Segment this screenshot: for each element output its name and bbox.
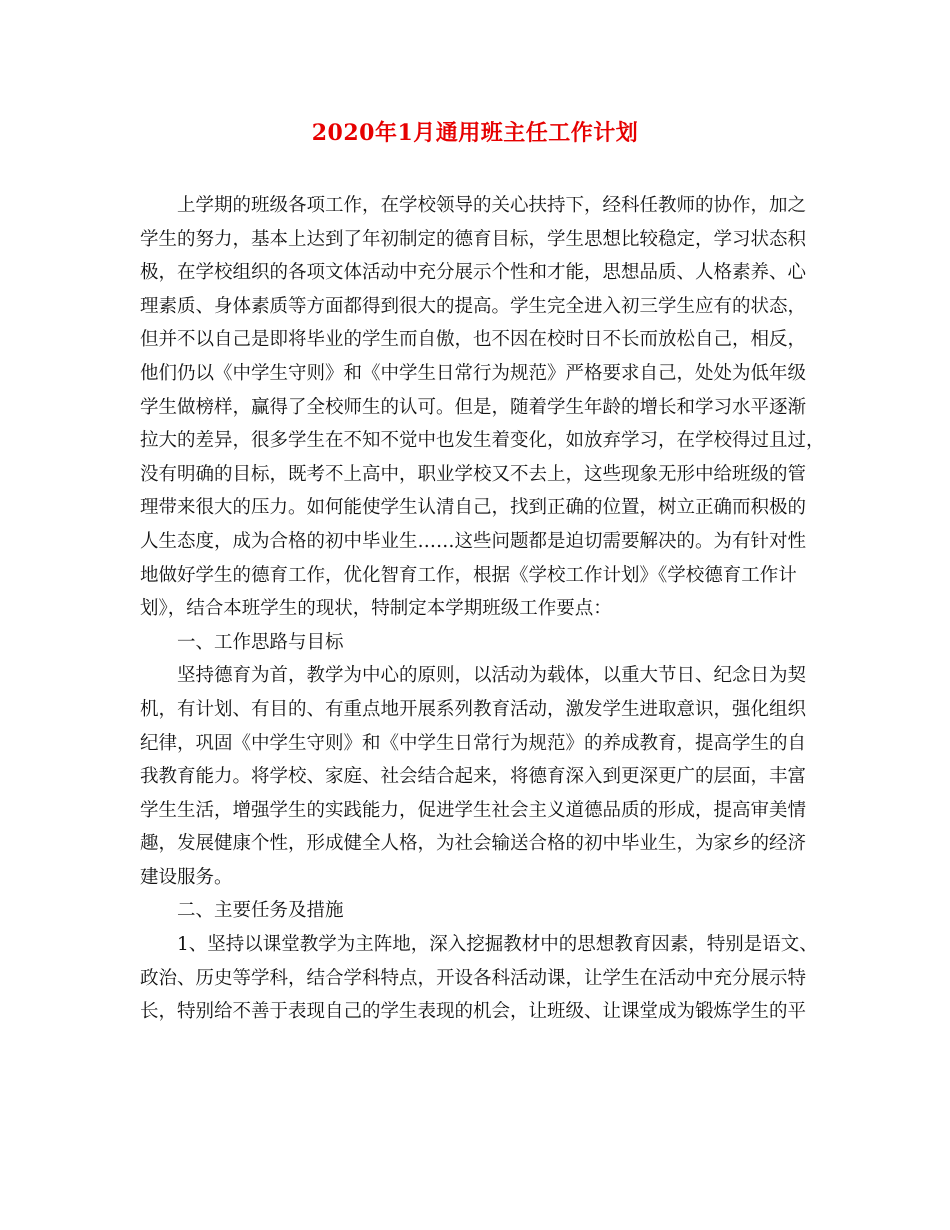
paragraph-line: 理素质、身体素质等方面都得到很大的提高。学生完全进入初三学生应有的状态， xyxy=(140,295,807,317)
paragraph-line: 长，特别给不善于表现自己的学生表现的机会，让班级、让课堂成为锻炼学生的平 xyxy=(140,1001,807,1023)
paragraph-line: 但并不以自己是即将毕业的学生而自傲，也不因在校时日不长而放松自己，相反， xyxy=(140,329,807,351)
document-title: 2020年1月通用班主任工作计划 xyxy=(311,120,639,146)
paragraph-line: 他们仍以《中学生守则》和《中学生日常行为规范》严格要求自己，处处为低年级 xyxy=(140,362,807,384)
paragraph-line: 学生的努力，基本上达到了年初制定的德育目标，学生思想比较稳定，学习状态积 xyxy=(140,228,807,250)
paragraph-line: 建设服务。 xyxy=(140,866,233,888)
paragraph-line: 上学期的班级各项工作，在学校领导的关心扶持下，经科任教师的协作，加之 xyxy=(140,195,807,216)
paragraph-line: 学生做榜样，赢得了全校师生的认可。但是，随着学生年龄的增长和学习水平逐渐 xyxy=(140,396,807,418)
paragraph-line: 拉大的差异，很多学生在不知不觉中也发生着变化，如放弃学习，在学校得过且过， xyxy=(140,430,825,452)
document-body xyxy=(140,189,825,1029)
paragraph-line: 政治、历史等学科，结合学科特点，开设各科活动课，让学生在活动中充分展示特 xyxy=(140,967,807,989)
section-heading: 二、主要任务及措施 xyxy=(140,900,344,922)
paragraph-line: 没有明确的目标，既考不上高中，职业学校又不去上，这些现象无形中给班级的管 xyxy=(140,463,807,485)
paragraph-line: 趣，发展健康个性，形成健全人格，为社会输送合格的初中毕业生，为家乡的经济 xyxy=(140,833,807,855)
paragraph-line: 理带来很大的压力。如何能使学生认清自己，找到正确的位置，树立正确而积极的 xyxy=(140,497,807,519)
paragraph-line: 纪律，巩固《中学生守则》和《中学生日常行为规范》的养成教育，提高学生的自 xyxy=(140,732,807,754)
paragraph-line: 划》，结合本班学生的现状，特制定本学期班级工作要点： xyxy=(140,598,612,620)
paragraph-line: 我教育能力。将学校、家庭、社会结合起来，将德育深入到更深更广的层面，丰富 xyxy=(140,766,807,788)
paragraph-line: 人生态度，成为合格的初中毕业生……这些问题都是迫切需要解决的。为有针对性 xyxy=(140,530,807,552)
paragraph-line: 学生生活，增强学生的实践能力，促进学生社会主义道德品质的形成，提高审美情 xyxy=(140,799,807,821)
paragraph-line: 地做好学生的德育工作，优化智育工作，根据《学校工作计划》《学校德育工作计 xyxy=(140,564,797,586)
paragraph-line: 坚持德育为首，教学为中心的原则，以活动为载体，以重大节日、纪念日为契 xyxy=(140,665,807,687)
paragraph-line: 1、坚持以课堂教学为主阵地，深入挖掘教材中的思想教育因素，特别是语文、 xyxy=(140,934,818,956)
section-heading: 一、工作思路与目标 xyxy=(140,631,344,653)
paragraph-line: 极，在学校组织的各项文体活动中充分展示个性和才能，思想品质、人格素养、心 xyxy=(140,262,807,284)
paragraph-line: 机，有计划、有目的、有重点地开展系列教育活动，激发学生进取意识，强化组织 xyxy=(140,698,807,720)
